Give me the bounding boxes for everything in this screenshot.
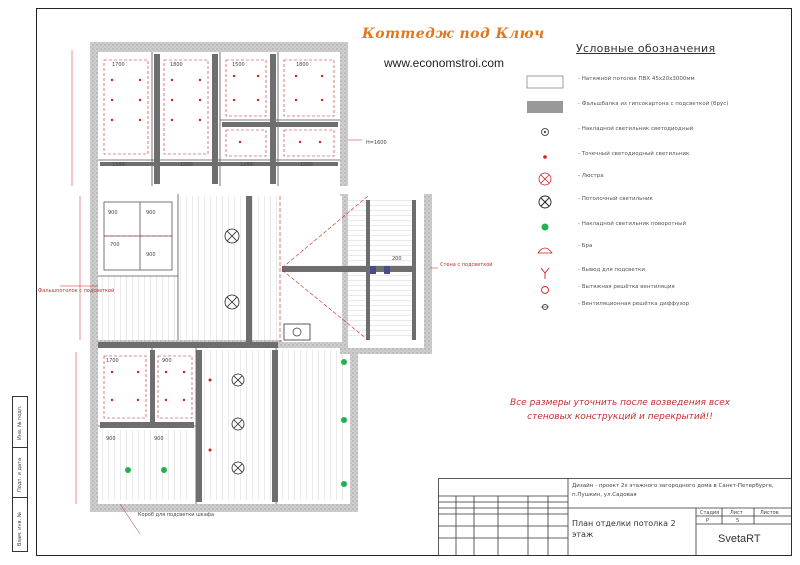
bra-icon [526, 241, 564, 257]
svg-text:700: 700 [110, 242, 120, 248]
left-callout: Фальшпотолок с подсветкой [38, 288, 115, 294]
legend-item: - Люстра [526, 171, 796, 189]
svg-text:1500: 1500 [300, 162, 313, 168]
legend-item: - Натяжной потолок ПВХ 45х20х3000мм [526, 74, 796, 92]
svg-text:1500: 1500 [112, 162, 125, 168]
panel-rect-icon [526, 74, 564, 90]
svg-text:1500: 1500 [180, 162, 193, 168]
y-outlet-icon [526, 265, 564, 281]
sheets-header: Листов [760, 510, 779, 516]
stage-header: Стадия [700, 510, 720, 516]
side-label: Взам. инв. № [17, 512, 23, 546]
svg-text:900: 900 [162, 358, 172, 364]
svg-text:900: 900 [106, 436, 116, 442]
svg-text:900: 900 [146, 252, 156, 258]
project-description: Дизайн - проект 2х этажного загородного дома в Санкт-Петербурге, п.Пушкин, ул.Садовая [572, 483, 774, 498]
stage-value: Р [706, 518, 710, 524]
side-label: Инв. № подл. [17, 405, 23, 440]
company-title: Коттедж под Ключ [362, 26, 545, 42]
sheet-value: 5 [736, 518, 740, 524]
svg-text:1500: 1500 [232, 62, 245, 68]
legend-item: - Потолочный светильник [526, 194, 796, 212]
company-url[interactable]: www.economstroi.com [384, 56, 505, 70]
green-lamp-icon [526, 219, 564, 235]
author-name: SvetaRT [718, 533, 761, 545]
sheet-header: Лист [730, 510, 743, 516]
legend-item: - Точечный светодиодный светильник [526, 149, 796, 167]
legend-item: - Вентиляционная решётка диффузор [526, 299, 796, 317]
cross-lamp-icon [526, 194, 564, 210]
legend-item: - Вывод для подсветки [526, 265, 796, 283]
legend-item: - Бра [526, 241, 796, 259]
dimensions-note: Все размеры уточнить после возведения всех стеновых конструкций и перекрытий!! [510, 398, 730, 422]
svg-text:H=1600: H=1600 [366, 140, 387, 146]
side-label: Подп. и дата [17, 457, 23, 492]
svg-text:1200: 1200 [240, 162, 253, 168]
stair-callout: Стена с подсветкой [440, 262, 493, 268]
bottom-left-callout: Короб для подсветки шкафа [138, 512, 215, 518]
chandelier-icon [526, 171, 564, 187]
svg-text:900: 900 [154, 436, 164, 442]
svg-text:1800: 1800 [296, 62, 309, 68]
legend-item: - Фальшбалка из гипсокартона с подсветкой (брус) [526, 99, 796, 117]
svg-text:1700: 1700 [112, 62, 125, 68]
drawing-name: План отделки потолка 2 этаж [572, 519, 676, 539]
svg-text:900: 900 [108, 210, 118, 216]
legend-item: - Накладной светильник поворотный [526, 219, 796, 237]
legend-item: - Накладной светильник светодиодный [526, 124, 796, 142]
legend-title: Условные обозначения [576, 42, 716, 55]
svg-text:1700: 1700 [106, 358, 119, 364]
gray-rect-icon [526, 99, 564, 115]
svg-text:1800: 1800 [170, 62, 183, 68]
round-lamp-icon [526, 124, 564, 140]
red-circle-icon [526, 282, 564, 298]
dot-lamp-icon [526, 149, 564, 165]
legend-item: - Вытяжная решётка вентиляция [526, 282, 796, 300]
svg-text:200: 200 [392, 256, 402, 262]
svg-text:900: 900 [146, 210, 156, 216]
vent-icon [526, 299, 564, 315]
